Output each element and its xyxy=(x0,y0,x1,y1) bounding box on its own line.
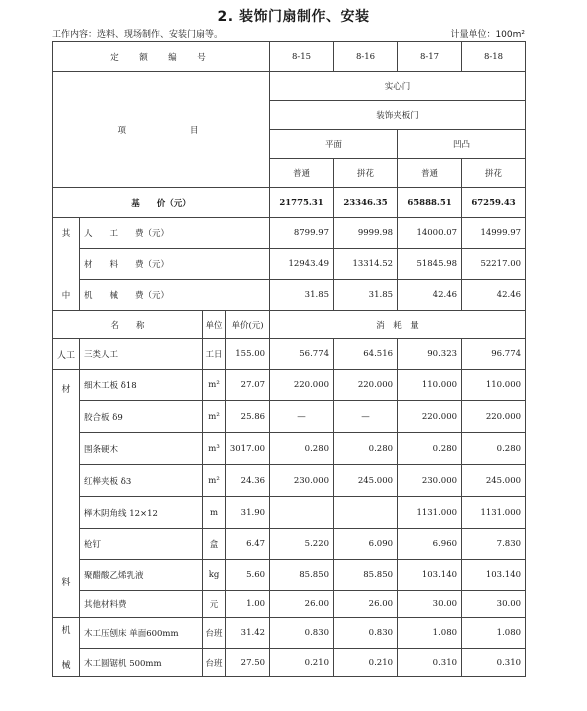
type-normal: 普通 xyxy=(270,159,334,188)
consumption-header-row xyxy=(53,311,526,339)
row-value: 96.774 xyxy=(462,339,526,370)
row-name: 枪钉 xyxy=(80,529,203,560)
quota-code-cell: 8-15 xyxy=(270,42,334,72)
row-name: 木工圆锯机 500mm xyxy=(80,649,203,677)
quota-code-row xyxy=(53,42,526,72)
row-value: 220.000 xyxy=(462,401,526,433)
unit-header: 单位 xyxy=(203,311,226,339)
row-price: 24.36 xyxy=(226,465,270,497)
row-value: 0.830 xyxy=(270,618,334,649)
table-row xyxy=(53,433,526,465)
category-decorative-plywood-door: 装饰夹板门 xyxy=(270,101,526,130)
qizhong-top: 其 xyxy=(53,218,80,249)
row-value: 1.080 xyxy=(398,618,462,649)
row-value xyxy=(334,497,398,529)
name-header: 名 称 xyxy=(53,311,203,339)
row-unit: 台班 xyxy=(203,649,226,677)
table-row xyxy=(53,618,526,649)
row-unit: m² xyxy=(203,401,226,433)
row-value: 30.00 xyxy=(462,591,526,618)
row-name: 红榉夹板 δ3 xyxy=(80,465,203,497)
table-row xyxy=(53,497,526,529)
row-value: 0.280 xyxy=(398,433,462,465)
machine-fee-cell: 31.85 xyxy=(334,280,398,311)
quota-code-cell: 8-18 xyxy=(462,42,526,72)
row-value: 103.140 xyxy=(398,560,462,591)
type-normal: 普通 xyxy=(398,159,462,188)
row-price: 27.50 xyxy=(226,649,270,677)
labor-fee-cell: 9999.98 xyxy=(334,218,398,249)
row-value: 64.516 xyxy=(334,339,398,370)
group-machine-bottom: 械 xyxy=(61,661,71,671)
table-row xyxy=(53,560,526,591)
row-value: 6.960 xyxy=(398,529,462,560)
row-unit: m xyxy=(203,497,226,529)
labor-fee-cell: 14000.07 xyxy=(398,218,462,249)
subcategory-flat: 平面 xyxy=(270,130,398,159)
group-material-label xyxy=(53,370,80,618)
base-price-cell: 65888.51 xyxy=(398,188,462,218)
row-price: 25.86 xyxy=(226,401,270,433)
material-fee-cell: 12943.49 xyxy=(270,249,334,280)
quota-table xyxy=(52,41,526,677)
table-row xyxy=(53,465,526,497)
category-solid-door: 实心门 xyxy=(270,72,526,101)
quota-code-label: 定 额 编 号 xyxy=(53,42,270,72)
row-value: 90.323 xyxy=(398,339,462,370)
labor-fee-label: 人 工 费（元） xyxy=(80,218,270,249)
row-value: 0.210 xyxy=(334,649,398,677)
row-unit: m² xyxy=(203,370,226,401)
row-value: 0.210 xyxy=(270,649,334,677)
row-value: 110.000 xyxy=(398,370,462,401)
page-title: 2. 装饰门扇制作、安装 xyxy=(217,9,370,25)
table-row xyxy=(53,649,526,677)
row-value: 245.000 xyxy=(462,465,526,497)
material-fee-label: 材 料 费（元） xyxy=(80,249,270,280)
row-name: 围条硬木 xyxy=(80,433,203,465)
base-price-cell: 23346.35 xyxy=(334,188,398,218)
row-name: 三类人工 xyxy=(80,339,203,370)
row-name: 细木工板 δ18 xyxy=(80,370,203,401)
row-name: 榉木阴角线 12×12 xyxy=(80,497,203,529)
row-price: 27.07 xyxy=(226,370,270,401)
qizhong-bottom: 中 xyxy=(53,280,80,311)
row-value: 85.850 xyxy=(334,560,398,591)
material-fee-row xyxy=(53,249,526,280)
row-value xyxy=(270,497,334,529)
row-value: 6.090 xyxy=(334,529,398,560)
row-value: 0.280 xyxy=(270,433,334,465)
type-pattern: 拼花 xyxy=(462,159,526,188)
consumption-header: 消 耗 量 xyxy=(270,311,526,339)
row-name: 聚醋酸乙烯乳液 xyxy=(80,560,203,591)
row-price: 31.90 xyxy=(226,497,270,529)
row-unit: 盒 xyxy=(203,529,226,560)
row-value: 0.310 xyxy=(398,649,462,677)
row-value: 0.280 xyxy=(334,433,398,465)
group-material-bottom: 料 xyxy=(61,578,71,588)
row-value: 26.00 xyxy=(334,591,398,618)
row-value: 7.830 xyxy=(462,529,526,560)
measurement-unit-text: 计量单位：100m² xyxy=(450,30,525,40)
row-value: 30.00 xyxy=(398,591,462,618)
row-value: 230.000 xyxy=(398,465,462,497)
table-row xyxy=(53,370,526,401)
row-value: 0.310 xyxy=(462,649,526,677)
row-value: 220.000 xyxy=(334,370,398,401)
row-value: — xyxy=(270,401,334,433)
base-price-row xyxy=(53,188,526,218)
price-header: 单价(元) xyxy=(226,311,270,339)
labor-fee-row xyxy=(53,218,526,249)
row-unit: kg xyxy=(203,560,226,591)
base-price-cell: 21775.31 xyxy=(270,188,334,218)
row-unit: 台班 xyxy=(203,618,226,649)
row-value: 0.830 xyxy=(334,618,398,649)
labor-fee-cell: 8799.97 xyxy=(270,218,334,249)
row-name: 木工压刨床 单面600mm xyxy=(80,618,203,649)
table-row xyxy=(53,401,526,433)
row-price: 3017.00 xyxy=(226,433,270,465)
item-label: 项 目 xyxy=(53,72,270,188)
quota-code-cell: 8-17 xyxy=(398,42,462,72)
quota-code-cell: 8-16 xyxy=(334,42,398,72)
table-row xyxy=(53,529,526,560)
row-value: 245.000 xyxy=(334,465,398,497)
row-unit: 工日 xyxy=(203,339,226,370)
type-pattern: 拼花 xyxy=(334,159,398,188)
row-value: 56.774 xyxy=(270,339,334,370)
row-value: 85.850 xyxy=(270,560,334,591)
material-fee-cell: 13314.52 xyxy=(334,249,398,280)
row-unit: m² xyxy=(203,465,226,497)
row-value: 220.000 xyxy=(270,370,334,401)
group-material-top: 材 xyxy=(61,385,71,395)
table-row xyxy=(53,339,526,370)
row-value: 0.280 xyxy=(462,433,526,465)
machine-fee-label: 机 械 费（元） xyxy=(80,280,270,311)
group-machine-label xyxy=(53,618,80,677)
row-name: 其他材料费 xyxy=(80,591,203,618)
subcategory-convex: 凹凸 xyxy=(398,130,526,159)
work-content-text: 工作内容：选料、现场制作、安装门扇等。 xyxy=(52,30,224,40)
row-value: 1131.000 xyxy=(398,497,462,529)
machine-fee-row xyxy=(53,280,526,311)
machine-fee-cell: 31.85 xyxy=(270,280,334,311)
row-value: 5.220 xyxy=(270,529,334,560)
row-value: 1.080 xyxy=(462,618,526,649)
row-price: 1.00 xyxy=(226,591,270,618)
row-value: 1131.000 xyxy=(462,497,526,529)
row-price: 155.00 xyxy=(226,339,270,370)
row-value: — xyxy=(334,401,398,433)
row-value: 220.000 xyxy=(398,401,462,433)
row-price: 5.60 xyxy=(226,560,270,591)
material-fee-cell: 51845.98 xyxy=(398,249,462,280)
row-value: 26.00 xyxy=(270,591,334,618)
row-unit: m³ xyxy=(203,433,226,465)
labor-fee-cell: 14999.97 xyxy=(462,218,526,249)
qizhong-spacer xyxy=(53,249,80,280)
machine-fee-cell: 42.46 xyxy=(398,280,462,311)
base-price-cell: 67259.43 xyxy=(462,188,526,218)
table-row xyxy=(53,591,526,618)
row-value: 230.000 xyxy=(270,465,334,497)
row-value: 110.000 xyxy=(462,370,526,401)
group-labor-label: 人工 xyxy=(53,339,80,370)
row-price: 6.47 xyxy=(226,529,270,560)
row-value: 103.140 xyxy=(462,560,526,591)
row-unit: 元 xyxy=(203,591,226,618)
group-machine-top: 机 xyxy=(61,626,71,636)
row-price: 31.42 xyxy=(226,618,270,649)
base-price-label: 基 价（元） xyxy=(53,188,270,218)
material-fee-cell: 52217.00 xyxy=(462,249,526,280)
row-name: 胶合板 δ9 xyxy=(80,401,203,433)
machine-fee-cell: 42.46 xyxy=(462,280,526,311)
